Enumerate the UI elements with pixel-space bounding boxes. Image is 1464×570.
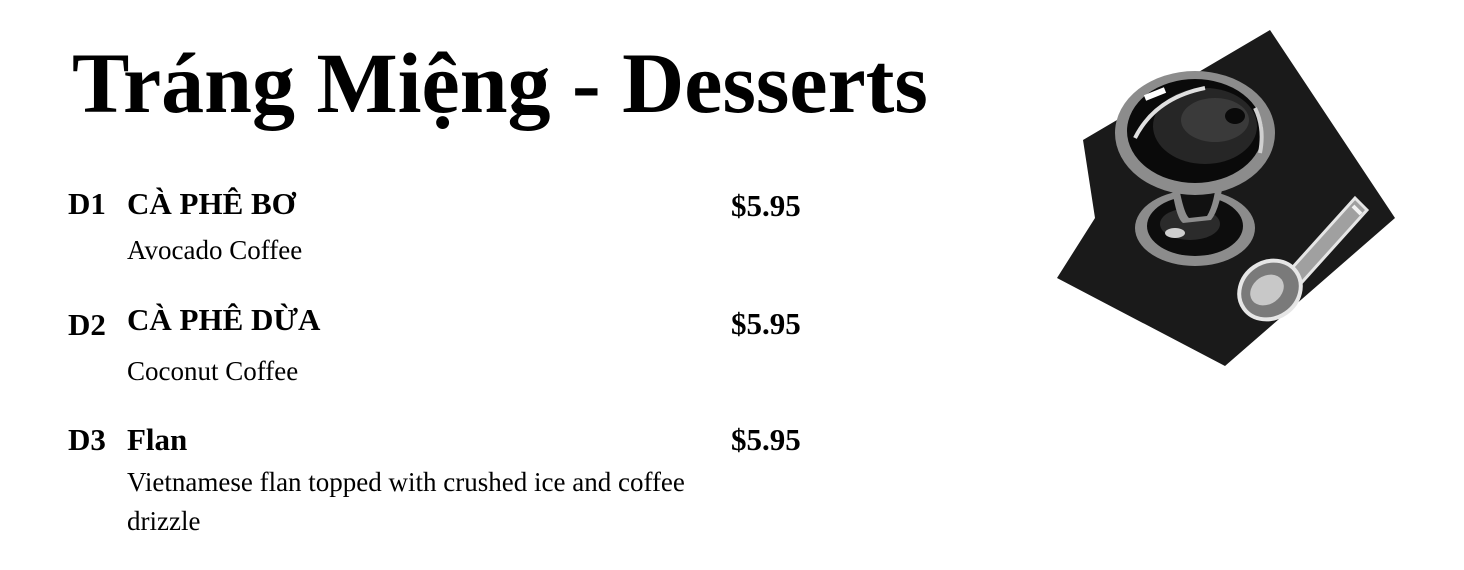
item-code: D2 xyxy=(68,307,106,342)
item-name: Flan xyxy=(127,422,188,457)
item-description: Vietnamese flan topped with crushed ice and coffee drizzle xyxy=(127,467,685,536)
item-price: $5.95 xyxy=(731,188,801,223)
dessert-glass-spoon-icon xyxy=(1055,28,1400,368)
page-title: Tráng Miệng - Desserts xyxy=(72,35,928,131)
item-description: Avocado Coffee xyxy=(127,235,303,265)
item-name: CÀ PHÊ BƠ xyxy=(127,186,296,221)
item-price: $5.95 xyxy=(731,306,801,341)
item-code: D1 xyxy=(68,186,106,221)
item-name: CÀ PHÊ DỪA xyxy=(127,302,321,337)
item-description: Coconut Coffee xyxy=(127,356,299,386)
item-price: $5.95 xyxy=(731,422,801,457)
item-code: D3 xyxy=(68,422,106,457)
